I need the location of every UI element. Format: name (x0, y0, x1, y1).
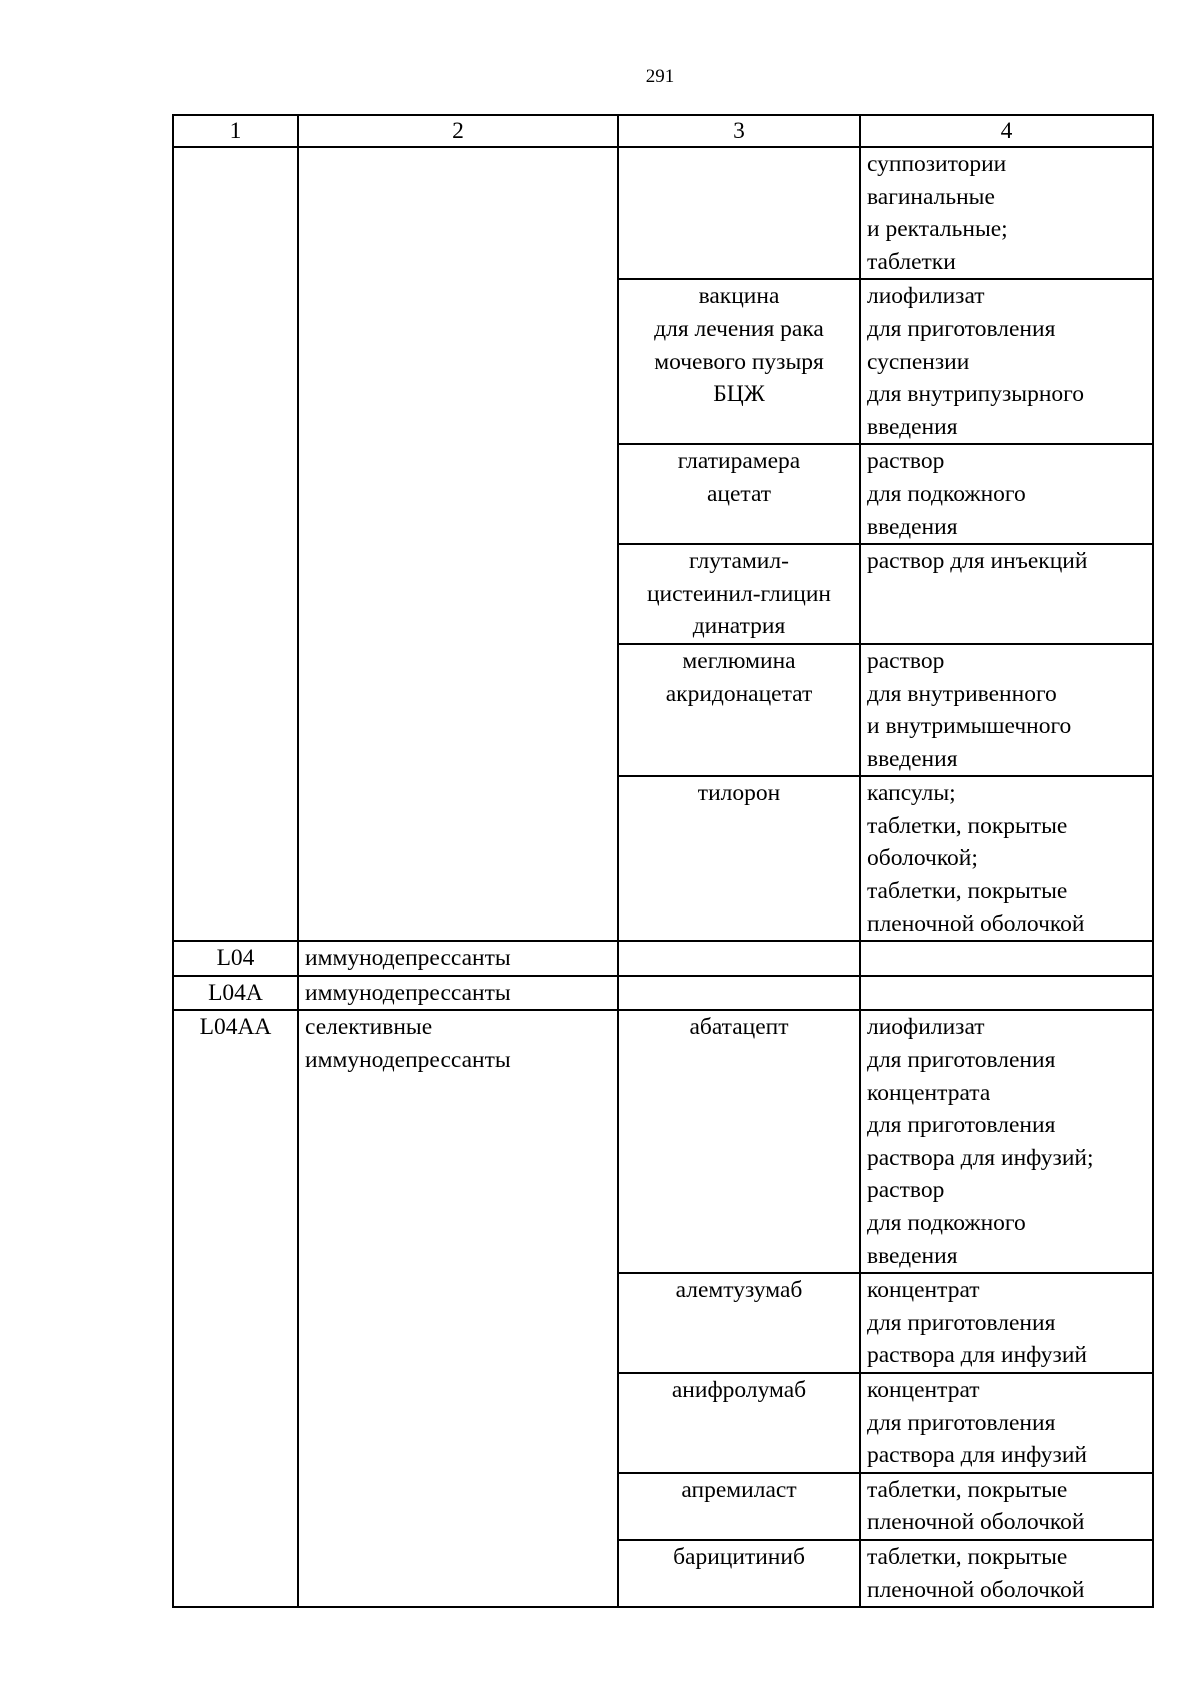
substance-cell: анифролумаб (618, 1373, 860, 1473)
form-cell: суппозитории вагинальные и ректальные; таблетки (860, 147, 1153, 279)
substance-cell: вакцина для лечения рака мочевого пузыря БЦЖ (618, 279, 860, 444)
form-cell (860, 941, 1153, 976)
substance-cell (618, 147, 860, 279)
substance-cell: меглюмина акридонацетат (618, 644, 860, 776)
form-cell: концентрат для приготовления раствора для инфузий (860, 1273, 1153, 1373)
substance-cell: абатацепт (618, 1010, 860, 1273)
group-cell: иммунодепрессанты (298, 976, 618, 1011)
header-col-3: 3 (618, 115, 860, 147)
code-cell (173, 147, 298, 941)
group-cell (298, 147, 618, 941)
header-col-2: 2 (298, 115, 618, 147)
form-cell: таблетки, покрытые пленочной оболочкой (860, 1540, 1153, 1607)
group-cell: селективные иммунодепрессанты (298, 1010, 618, 1607)
form-cell: капсулы; таблетки, покрытые оболочкой; таблетки, покрытые пленочной оболочкой (860, 776, 1153, 941)
medication-table (172, 114, 1154, 1608)
header-row (173, 115, 1153, 147)
form-cell: концентрат для приготовления раствора для инфузий (860, 1373, 1153, 1473)
group-cell: иммунодепрессанты (298, 941, 618, 976)
substance-cell: глатирамера ацетат (618, 444, 860, 544)
substance-cell: апремиласт (618, 1473, 860, 1540)
form-cell: лиофилизат для приготовления суспензии для внутрипузырного введения (860, 279, 1153, 444)
substance-cell: барицитиниб (618, 1540, 860, 1607)
table-row (173, 941, 1153, 976)
form-cell (860, 976, 1153, 1011)
code-cell: L04AA (173, 1010, 298, 1607)
substance-cell: глутамил- цистеинил-глицин динатрия (618, 544, 860, 644)
substance-cell: алемтузумаб (618, 1273, 860, 1373)
table-row (173, 1010, 1153, 1273)
header-col-4: 4 (860, 115, 1153, 147)
substance-cell: тилорон (618, 776, 860, 941)
table-row (173, 976, 1153, 1011)
form-cell: таблетки, покрытые пленочной оболочкой (860, 1473, 1153, 1540)
form-cell: раствор для подкожного введения (860, 444, 1153, 544)
header-col-1: 1 (173, 115, 298, 147)
form-cell: лиофилизат для приготовления концентрата для приготовления раствора для инфузий; раствор для подкожного введения (860, 1010, 1153, 1273)
table-row (173, 147, 1153, 279)
form-cell: раствор для внутривенного и внутримышечного введения (860, 644, 1153, 776)
page-number: 291 (645, 66, 675, 87)
code-cell: L04A (173, 976, 298, 1011)
substance-cell (618, 976, 860, 1011)
substance-cell (618, 941, 860, 976)
form-cell: раствор для инъекций (860, 544, 1153, 644)
code-cell: L04 (173, 941, 298, 976)
